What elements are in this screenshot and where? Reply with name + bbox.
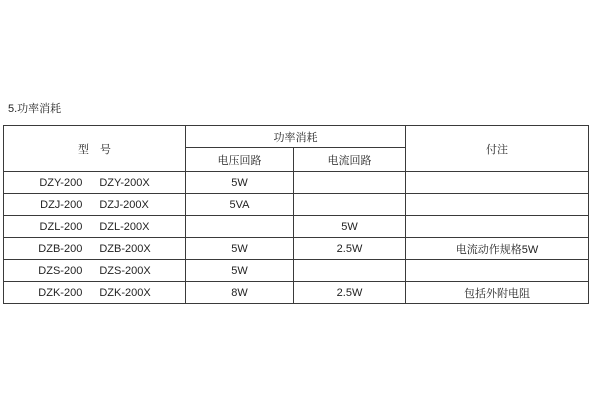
table-row xyxy=(4,216,589,238)
model-variant: DZB-200X xyxy=(99,242,151,255)
note-cell: 包括外附电阻 xyxy=(406,282,589,304)
power-consumption-table xyxy=(3,125,589,304)
voltage-cell: 5VA xyxy=(186,194,294,216)
current-cell xyxy=(294,260,406,282)
current-cell: 5W xyxy=(294,216,406,238)
model-primary: DZS-200 xyxy=(38,264,83,277)
table-body xyxy=(4,172,589,304)
model-primary: DZB-200 xyxy=(38,242,83,255)
col-header-note: 付注 xyxy=(406,126,589,172)
model-cell xyxy=(4,216,186,238)
note-cell xyxy=(406,216,589,238)
model-variant: DZS-200X xyxy=(99,264,151,277)
model-primary: DZK-200 xyxy=(38,286,83,299)
voltage-cell: 5W xyxy=(186,238,294,260)
table-row xyxy=(4,282,589,304)
voltage-cell: 5W xyxy=(186,172,294,194)
model-variant: DZK-200X xyxy=(99,286,151,299)
model-primary: DZJ-200 xyxy=(40,198,83,211)
table-row xyxy=(4,238,589,260)
col-header-voltage: 电压回路 xyxy=(186,148,294,172)
current-cell xyxy=(294,172,406,194)
col-header-current: 电流回路 xyxy=(294,148,406,172)
note-cell xyxy=(406,194,589,216)
table-row xyxy=(4,172,589,194)
model-primary: DZL-200 xyxy=(39,220,83,233)
current-cell: 2.5W xyxy=(294,238,406,260)
model-primary: DZY-200 xyxy=(39,176,83,189)
model-cell xyxy=(4,260,186,282)
col-header-power-group: 功率消耗 xyxy=(186,126,406,148)
note-cell: 电流动作规格5W xyxy=(406,238,589,260)
model-cell xyxy=(4,172,186,194)
table-row xyxy=(4,194,589,216)
voltage-cell xyxy=(186,216,294,238)
voltage-cell: 5W xyxy=(186,260,294,282)
note-cell xyxy=(406,260,589,282)
current-cell xyxy=(294,194,406,216)
model-cell xyxy=(4,238,186,260)
table-row xyxy=(4,260,589,282)
current-cell: 2.5W xyxy=(294,282,406,304)
note-cell xyxy=(406,172,589,194)
model-variant: DZL-200X xyxy=(99,220,150,233)
model-cell xyxy=(4,194,186,216)
model-variant: DZY-200X xyxy=(99,176,150,189)
col-header-model: 型 号 xyxy=(4,126,186,172)
header-row-top xyxy=(4,126,589,148)
page-title: 5.功率消耗 xyxy=(8,103,62,115)
model-cell xyxy=(4,282,186,304)
model-variant: DZJ-200X xyxy=(99,198,149,211)
voltage-cell: 8W xyxy=(186,282,294,304)
